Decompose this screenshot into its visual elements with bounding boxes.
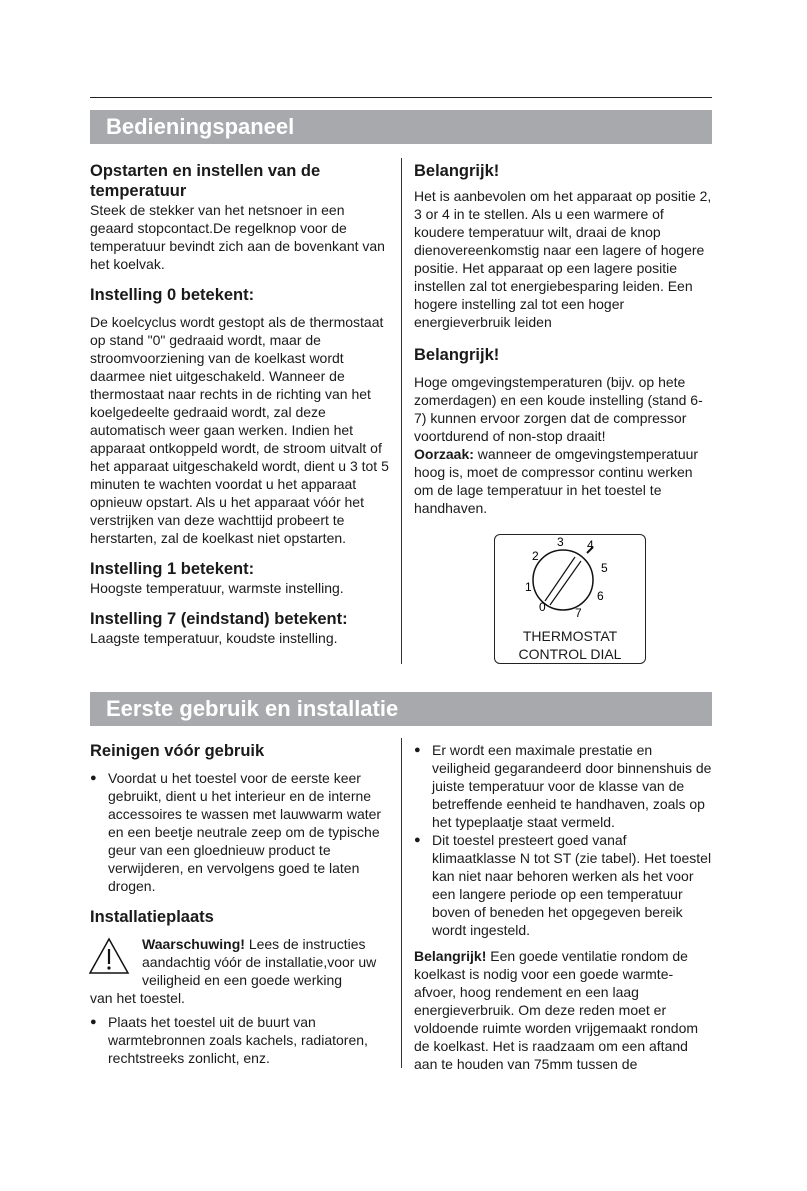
installation-right-column (414, 741, 714, 1073)
section-title: Bedieningspaneel (106, 114, 295, 139)
setting7-text: Laagste temperatuur, koudste instelling. (90, 630, 338, 646)
section-title: Eerste gebruik en installatie (106, 696, 399, 721)
place-heading: Installatieplaats (90, 908, 214, 926)
thermostat-dial-figure (494, 534, 646, 664)
clean-heading: Reinigen vóór gebruik (90, 742, 265, 760)
section-banner-installation (90, 692, 712, 726)
controls-left-column (90, 161, 390, 647)
top-rule (90, 97, 712, 98)
controls-right-column (414, 161, 714, 517)
ventilation-paragraph (414, 947, 714, 1073)
thermostat-dial-icon (495, 535, 645, 627)
warning-text: Lees de instructies aandachtig vóór de installatie,voor uw veiligheid en een goede werking (142, 936, 377, 988)
warning-paragraph (90, 935, 390, 989)
section-banner-controls (90, 110, 712, 144)
setting0-heading: Instelling 0 betekent: (90, 286, 255, 304)
setting1-heading: Instelling 1 betekent: (90, 560, 255, 578)
cause-paragraph (414, 445, 714, 517)
important1-text: Het is aanbevolen om het apparaat op positie 2, 3 or 4 in te stellen. Als u een warmere of koudere temperatuur wilt, draai de knop dienovereenkomstig naar een lagere of hogere positie. Het apparaat op een lagere positie instellen zal tot energiebesparing leiden. Een hogere instelling zal tot een hoger energieverbruik leiden (414, 188, 712, 330)
dial-caption-line2: CONTROL DIAL (518, 646, 622, 662)
important1-heading: Belangrijk! (414, 162, 500, 180)
start-heading: Opstarten en instellen van de temperatuur (90, 162, 321, 200)
setting7-heading: Instelling 7 (eindstand) betekent: (90, 610, 348, 628)
dial-number-4: 4 (587, 538, 594, 552)
cause-text: wanneer de omgevingstemperatuur hoog is, moet de compressor continu werken om de lage temperatuur in het toestel te handhaven. (414, 446, 699, 516)
column-divider (401, 158, 402, 664)
warning-triangle-icon (88, 937, 130, 975)
dial-number-5: 5 (601, 561, 608, 575)
dial-number-6: 6 (597, 589, 604, 603)
dial-number-3: 3 (557, 535, 564, 549)
installation-left-column (90, 741, 390, 1067)
important-text: Een goede ventilatie rondom de koelkast is nodig voor een goede warmte-afvoer, hoog rendement en een laag energieverbruik. Om deze reden moet er voldoende ruimte worden vrijgemaakt rondom de koelkast. Het is raadzaam om een aftand aan te houden van 75mm tussen de (414, 948, 699, 1072)
setting0-text: De koelcyclus wordt gestopt als de thermostaat op stand "0" gedraaid wordt, maar de stroomvoorziening van de koelkast wordt daarmee niet uitgeschakeld. Wanneer de thermostaat naar rechts in de richting van het koelgedeelte gedraaid wordt, zal deze automatisch weer gaan werken. Indien het apparaat ontkoppeld wordt, de stroom uitvalt of het apparaat uitgeschakeld wordt, dient u 3 tot 5 minuten te wachten voordat u het apparaat opnieuw opstart. Als u het apparaat vóór het verstrijken van deze wachttijd probeert te herstarten, zal de koelkast niet opstarten. (90, 314, 389, 546)
important2-text: Hoge omgevingstemperaturen (bijv. op hete zomerdagen) en een koude instelling (stand 6-7) kunnen ervoor zorgen dat de compressor voortdurend of non-stop draait! (414, 374, 703, 444)
important2-heading: Belangrijk! (414, 346, 500, 364)
dial-number-2: 2 (532, 549, 539, 563)
warning-label: Waarschuwing! (142, 936, 245, 952)
start-text: Steek de stekker van het netsnoer in een geaard stopcontact.De regelknop voor de temperatuur bevindt zich aan de bovenkant van het koelvak. (90, 202, 385, 272)
cause-label: Oorzaak: (414, 446, 474, 462)
important-label: Belangrijk! (414, 948, 487, 964)
setting1-text: Hoogste temperatuur, warmste instelling. (90, 580, 344, 596)
dial-caption-line1: THERMOSTAT (522, 628, 618, 644)
ventilation-bullet-1: ● Er wordt een maximale prestatie en veiligheid gegarandeerd door binnenshuis de juiste temperatuur voor de klasse van de betreffende eenheid te handhaven, zoals op het typeplaatje staat vermeld. (414, 741, 714, 831)
dial-number-0: 0 (539, 600, 546, 614)
clean-bullet: ● Voordat u het toestel voor de eerste keer gebruikt, dient u het interieur en de interne accessoires te wassen met lauwwarm water en een beetje neutrale zeep om de typische geur van een gloednieuw product te verwijderen, en vervolgens goed te laten drogen. (90, 769, 390, 895)
place-bullet: ● Plaats het toestel uit de buurt van warmtebronnen zoals kachels, radiatoren, rechtstreeks zonlicht, enz. (90, 1013, 390, 1067)
dial-number-1: 1 (525, 580, 532, 594)
ventilation-bullet-2: ● Dit toestel presteert goed vanaf klimaatklasse N tot ST (zie tabel). Het toestel kan niet naar behoren werken als het voor een langere periode op een temperatuur boven of beneden het opgegeven bereik wordt ingesteld. (414, 831, 714, 939)
dial-number-7: 7 (575, 606, 582, 620)
column-divider (401, 738, 402, 1068)
warning-tail: van het toestel. (90, 990, 185, 1006)
